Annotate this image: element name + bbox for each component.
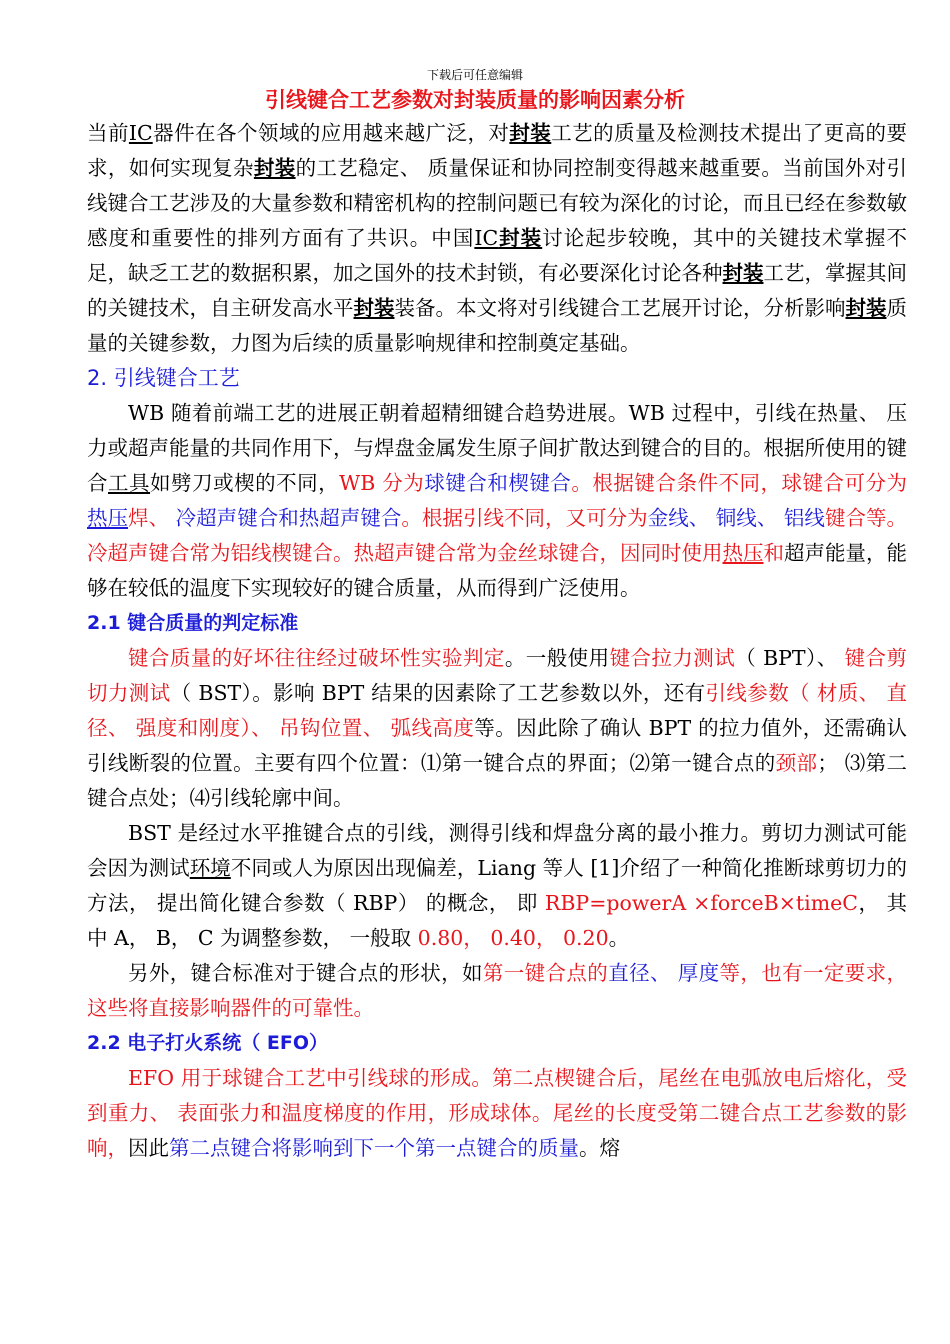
highlight-red: 和 [763,541,784,565]
keyword-packaging: 封装 [253,156,296,180]
highlight-red: 焊、 [128,506,176,530]
keyword-packaging: 封装 [498,226,543,250]
text-run: 如劈刀或楔的不同， [150,471,340,495]
document-body [87,116,907,1166]
text-run: ， 其中 A， B， C 为调整参数， 一般取 [87,891,907,950]
section21-paragraph-2 [87,816,907,956]
highlight-red: 。根据键合条件不同，球键合可分为 [571,471,908,495]
text-run: 因此 [128,1136,169,1160]
text-run: 质量的关键参数，力图为后续的质量影响规律和控制奠定基础。 [87,296,907,355]
text-run: 工艺，掌握其间的关键技术，自主研发高水平 [87,261,907,320]
highlight-blue: 冷超声键合和热超声键合 [175,506,402,530]
keyword-hot-press: 热压 [722,541,764,565]
highlight-blue: 金线、 铜线、 铝线 [647,506,825,530]
section-heading-2-1: 2.1 键合质量的判定标准 [87,612,299,634]
highlight-red: WB 分为 [339,471,425,495]
text-run: 不同或人为原因出现偏差，Liang 等人 [1]介绍了一种简化推断球剪切力的方法， 提出简化键合参数（ RBP） 的概念， 即 [87,856,907,915]
highlight-red: EFO 用于球键合工艺中引线球的形成。第二点楔键合后，尾丝在电弧放电后熔化，受到重力、 表面张力和温度梯度的作用，形成球体。尾丝的长度受第二键合点工艺参数的影响， [87,1066,907,1160]
highlight-red: 键合拉力测试 [609,646,736,670]
highlight-red: 。根据引线不同，又可分为 [401,506,648,530]
text-run: 讨论起步较晚，其中的关键技术掌握不足，缺乏工艺的数据积累，加之国外的技术封锁，有必要深化讨论各种 [87,226,908,285]
text-run: 。熔 [579,1136,620,1160]
keyword-packaging: 封装 [509,121,552,145]
document-title: 引线键合工艺参数对封装质量的影响因素分析 [265,88,685,112]
keyword-packaging: 封装 [845,296,887,320]
section-heading-2: 2. 引线键合工艺 [87,366,240,390]
highlight-blue: 第二点键合将影响到下一个第一点键合的质量 [169,1136,579,1160]
parameter-values: 0.80， 0.40， 0.20 [417,926,609,950]
highlight-red: 键合质量的好坏往往经过破坏性实验判定 [128,646,505,670]
text-run: BST 是经过水平推键合点的引线，测得引线和焊盘分离的最小推力。剪切力测试可能会因为测试 [87,821,907,880]
section22-paragraph [87,1061,907,1166]
text-run: 等。因此除了确认 BPT 的拉力值外，还需确认引线断裂的位置。主要有四个位置：⑴第一键合点的界面；⑵第一键合点的 [87,716,907,775]
text-run: 器件在各个领域的应用越来越广泛，对 [152,121,510,145]
text-run: ； ⑶第二键合点处；⑷引线轮廓中间。 [87,751,908,810]
highlight-red: 引线参数（ 材质、 直径、 强度和刚度）、 吊钩位置、 弧线高度 [87,681,907,740]
text-run: （ BST）。影响 BPT 结果的因素除了工艺参数以外，还有 [170,681,706,705]
highlight-blue: 直径、 厚度 [608,961,720,985]
text-run: 当前 [87,121,129,145]
keyword-hot-press: 热压 [87,506,129,530]
highlight-red: 键合等。冷超声键合常为铝线楔键合。热超声键合常为金丝球键合，因同时使用 [87,506,908,565]
ic-link: IC [128,121,153,145]
header-note: 下载后可任意编辑 [426,68,523,82]
section-heading-2-2: 2.2 电子打火系统（ EFO） [87,1032,328,1054]
section2-paragraph [87,396,907,606]
highlight-blue: 球键合和楔键合 [424,471,572,495]
intro-paragraph [87,116,907,361]
highlight-red: 第一键合点的 [482,961,609,985]
keyword-environment: 环境 [189,856,231,880]
highlight-red: 键合剪切力测试 [87,646,907,705]
ic-link: IC [474,226,499,250]
text-run: 。一般使用 [504,646,610,670]
keyword-tool: 工具 [108,471,151,495]
highlight-red: 等，也有一定要求，这些将直接影响器件的可靠性。 [87,961,907,1020]
text-run: 超声能量，能够在较低的温度下实现较好的键合质量，从而得到广泛使用。 [87,541,907,600]
highlight-red: 颈部 [775,751,818,775]
formula: RBP=powerA ×forceB×timeC [544,891,858,915]
keyword-packaging: 封装 [353,296,395,320]
text-run: 。 [608,926,630,950]
text-run: 工艺的质量及检测技术提出了更高的要求，如何实现复杂 [87,121,908,180]
text-run: 另外，键合标准对于键合点的形状，如 [128,961,483,985]
section21-paragraph-3 [87,956,907,1026]
text-run: WB 随着前端工艺的进展正朝着超精细键合趋势进展。WB 过程中，引线在热量、 压力或超声能量的共同作用下，与焊盘金属发生原子间扩散达到键合的目的。根据所使用的键合 [87,401,907,495]
section21-paragraph-1 [87,641,907,816]
keyword-packaging: 封装 [722,261,764,285]
text-run: （ BPT）、 [735,646,845,670]
text-run: 装备。本文将对引线键合工艺展开讨论，分析影响 [394,296,846,320]
text-run: 的工艺稳定、 质量保证和协同控制变得越来越重要。当前国外对引线键合工艺涉及的大量参数和精密机构的控制问题已有较为深化的讨论，而且已经在参数敏感度和重要性的排列方面有了共识。中国 [87,156,908,250]
